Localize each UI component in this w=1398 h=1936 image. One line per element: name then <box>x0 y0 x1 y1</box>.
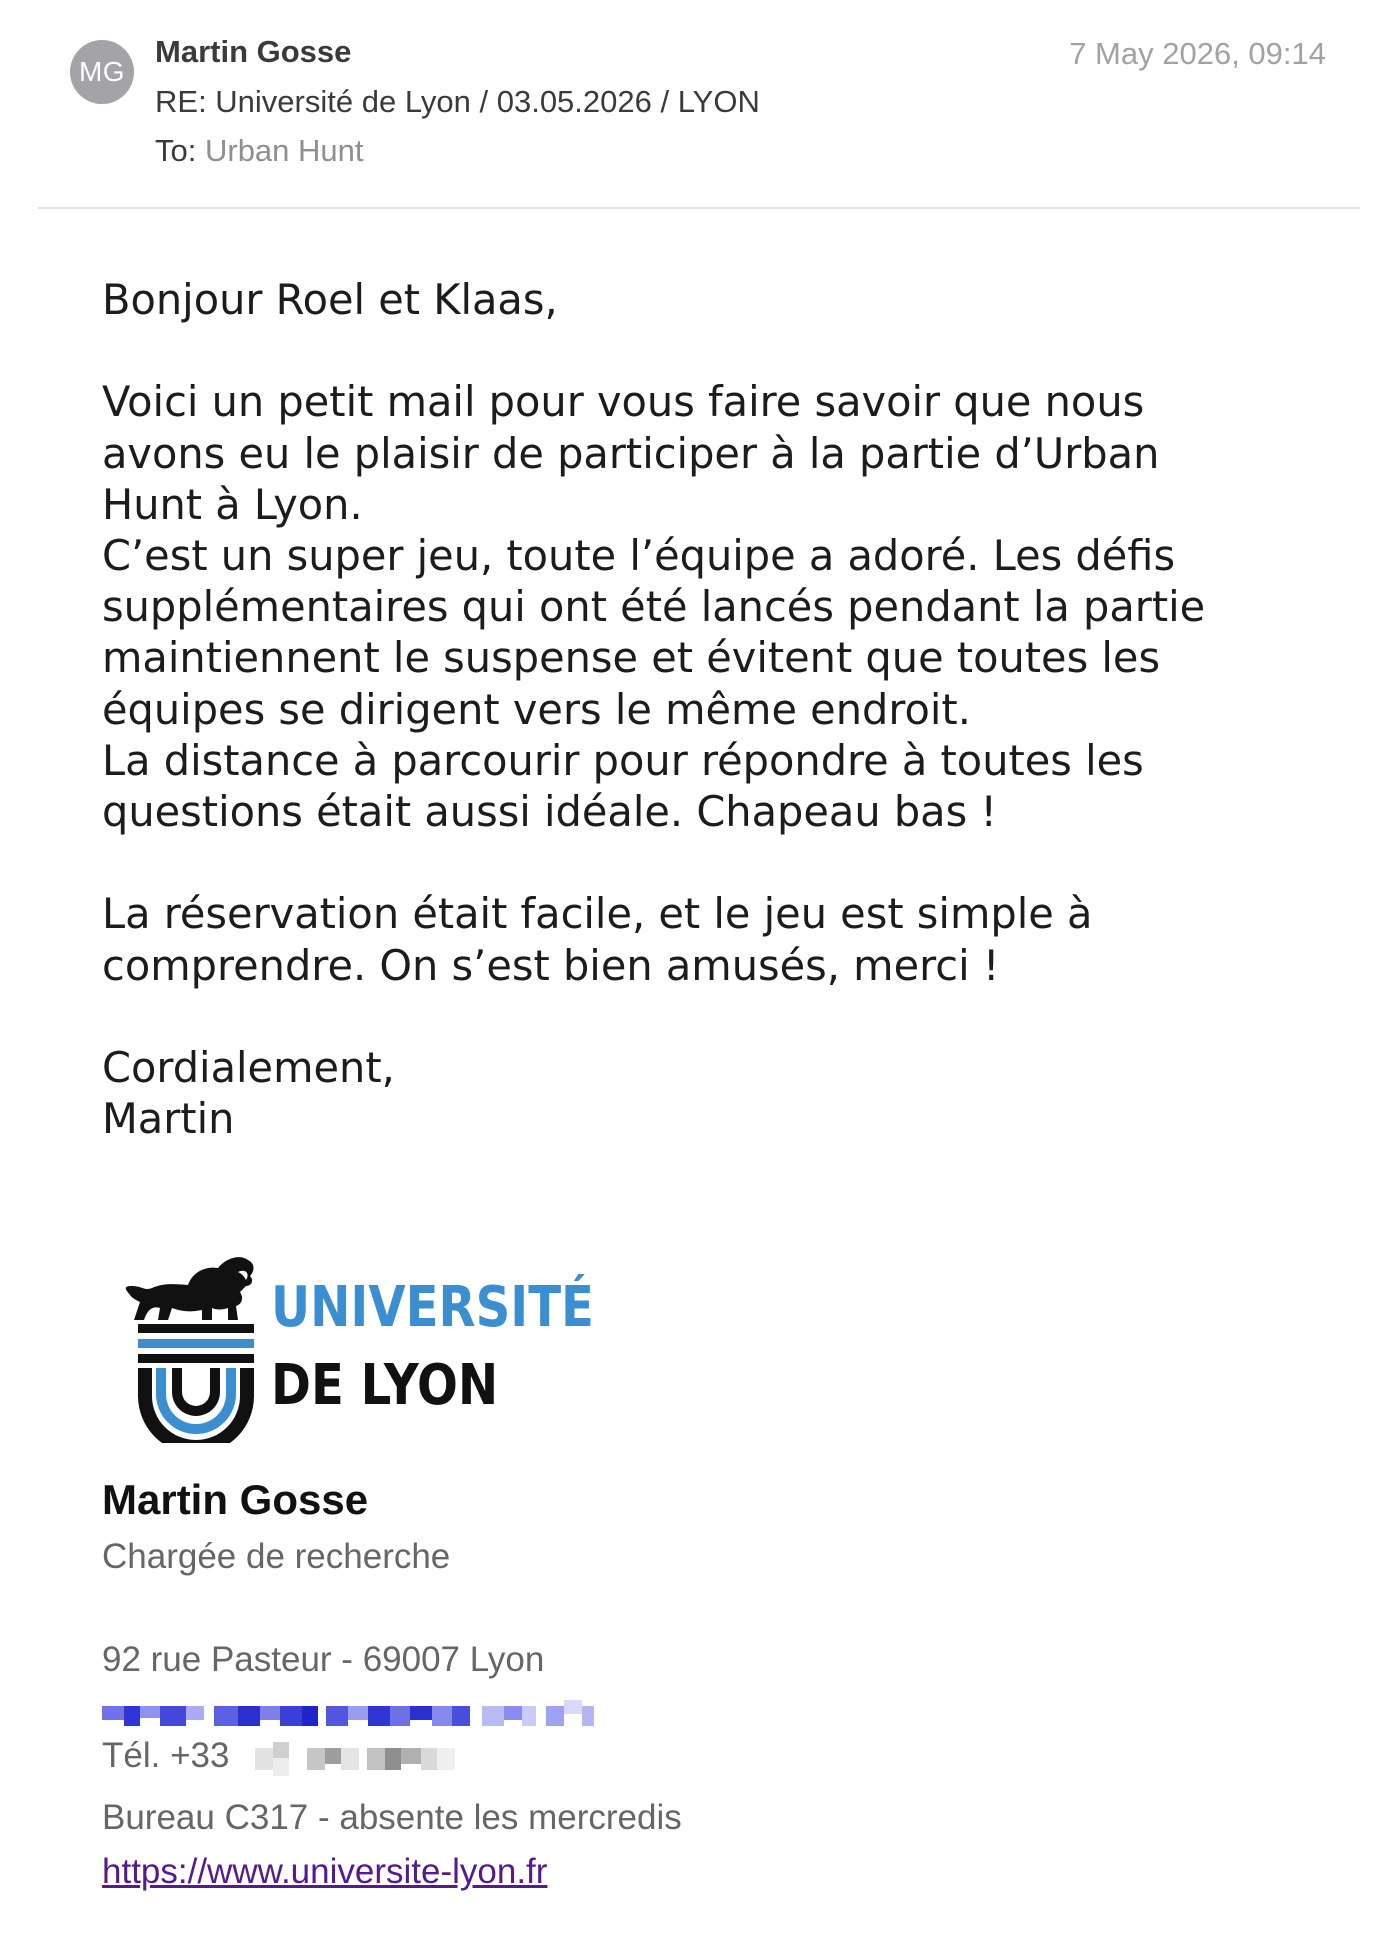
greeting: Bonjour Roel et Klaas, <box>102 275 558 324</box>
spacer <box>102 991 1322 1042</box>
sender-avatar[interactable]: MG <box>70 40 134 104</box>
universite-de-lyon-logo <box>122 1228 594 1443</box>
spacer <box>102 325 1322 376</box>
sender-name[interactable]: Martin Gosse <box>155 34 352 69</box>
signature-office: Bureau C317 - absente les mercredis <box>102 1798 682 1837</box>
recipient-name[interactable]: Urban Hunt <box>204 133 364 168</box>
message-body <box>102 274 1322 1144</box>
lion-emblem-icon <box>122 1228 272 1443</box>
message-date: 7 May 2026, 09:14 <box>1069 36 1326 71</box>
logo-text-de-lyon: DE LYON <box>271 1353 499 1418</box>
signature-phone: Tél. +33 <box>102 1736 230 1775</box>
body-paragraph: Voici un petit mail pour vous faire savoir que nous avons eu le plaisir de participer à la partie d’Urban Hunt à Lyon. C’est un super jeu, toute l’équipe a adoré. Les défis supplémentaires qui ont été lancés pendant la partie maintiennent le suspense et évitent que toutes les équipes se dirigent vers le même endroit. La distance à parcourir pour répondre à toutes les questions était aussi idéale. Chapeau bas ! <box>102 377 1206 837</box>
recipient-row <box>155 133 364 169</box>
redacted-email <box>102 1700 652 1732</box>
message-subject: RE: Université de Lyon / 03.05.2026 / LYON <box>155 84 760 119</box>
logo-text-universite: UNIVERSITÉ <box>271 1275 594 1340</box>
header-divider <box>38 207 1360 209</box>
message-header <box>0 0 1398 210</box>
to-label: To: <box>155 133 197 168</box>
body-paragraph: La réservation était facile, et le jeu est simple à comprendre. On s’est bien amusés, merci ! <box>102 889 1093 990</box>
signoff: Martin <box>102 1094 235 1144</box>
signature-name: Martin Gosse <box>102 1476 369 1523</box>
redacted-phone <box>255 1742 465 1778</box>
signature-website-link[interactable]: https://www.universite-lyon.fr <box>102 1852 548 1891</box>
signature-address: 92 rue Pasteur - 69007 Lyon <box>102 1640 545 1679</box>
spacer <box>102 837 1322 888</box>
closing: Cordialement, <box>102 1043 395 1092</box>
signature-role: Chargée de recherche <box>102 1537 451 1576</box>
